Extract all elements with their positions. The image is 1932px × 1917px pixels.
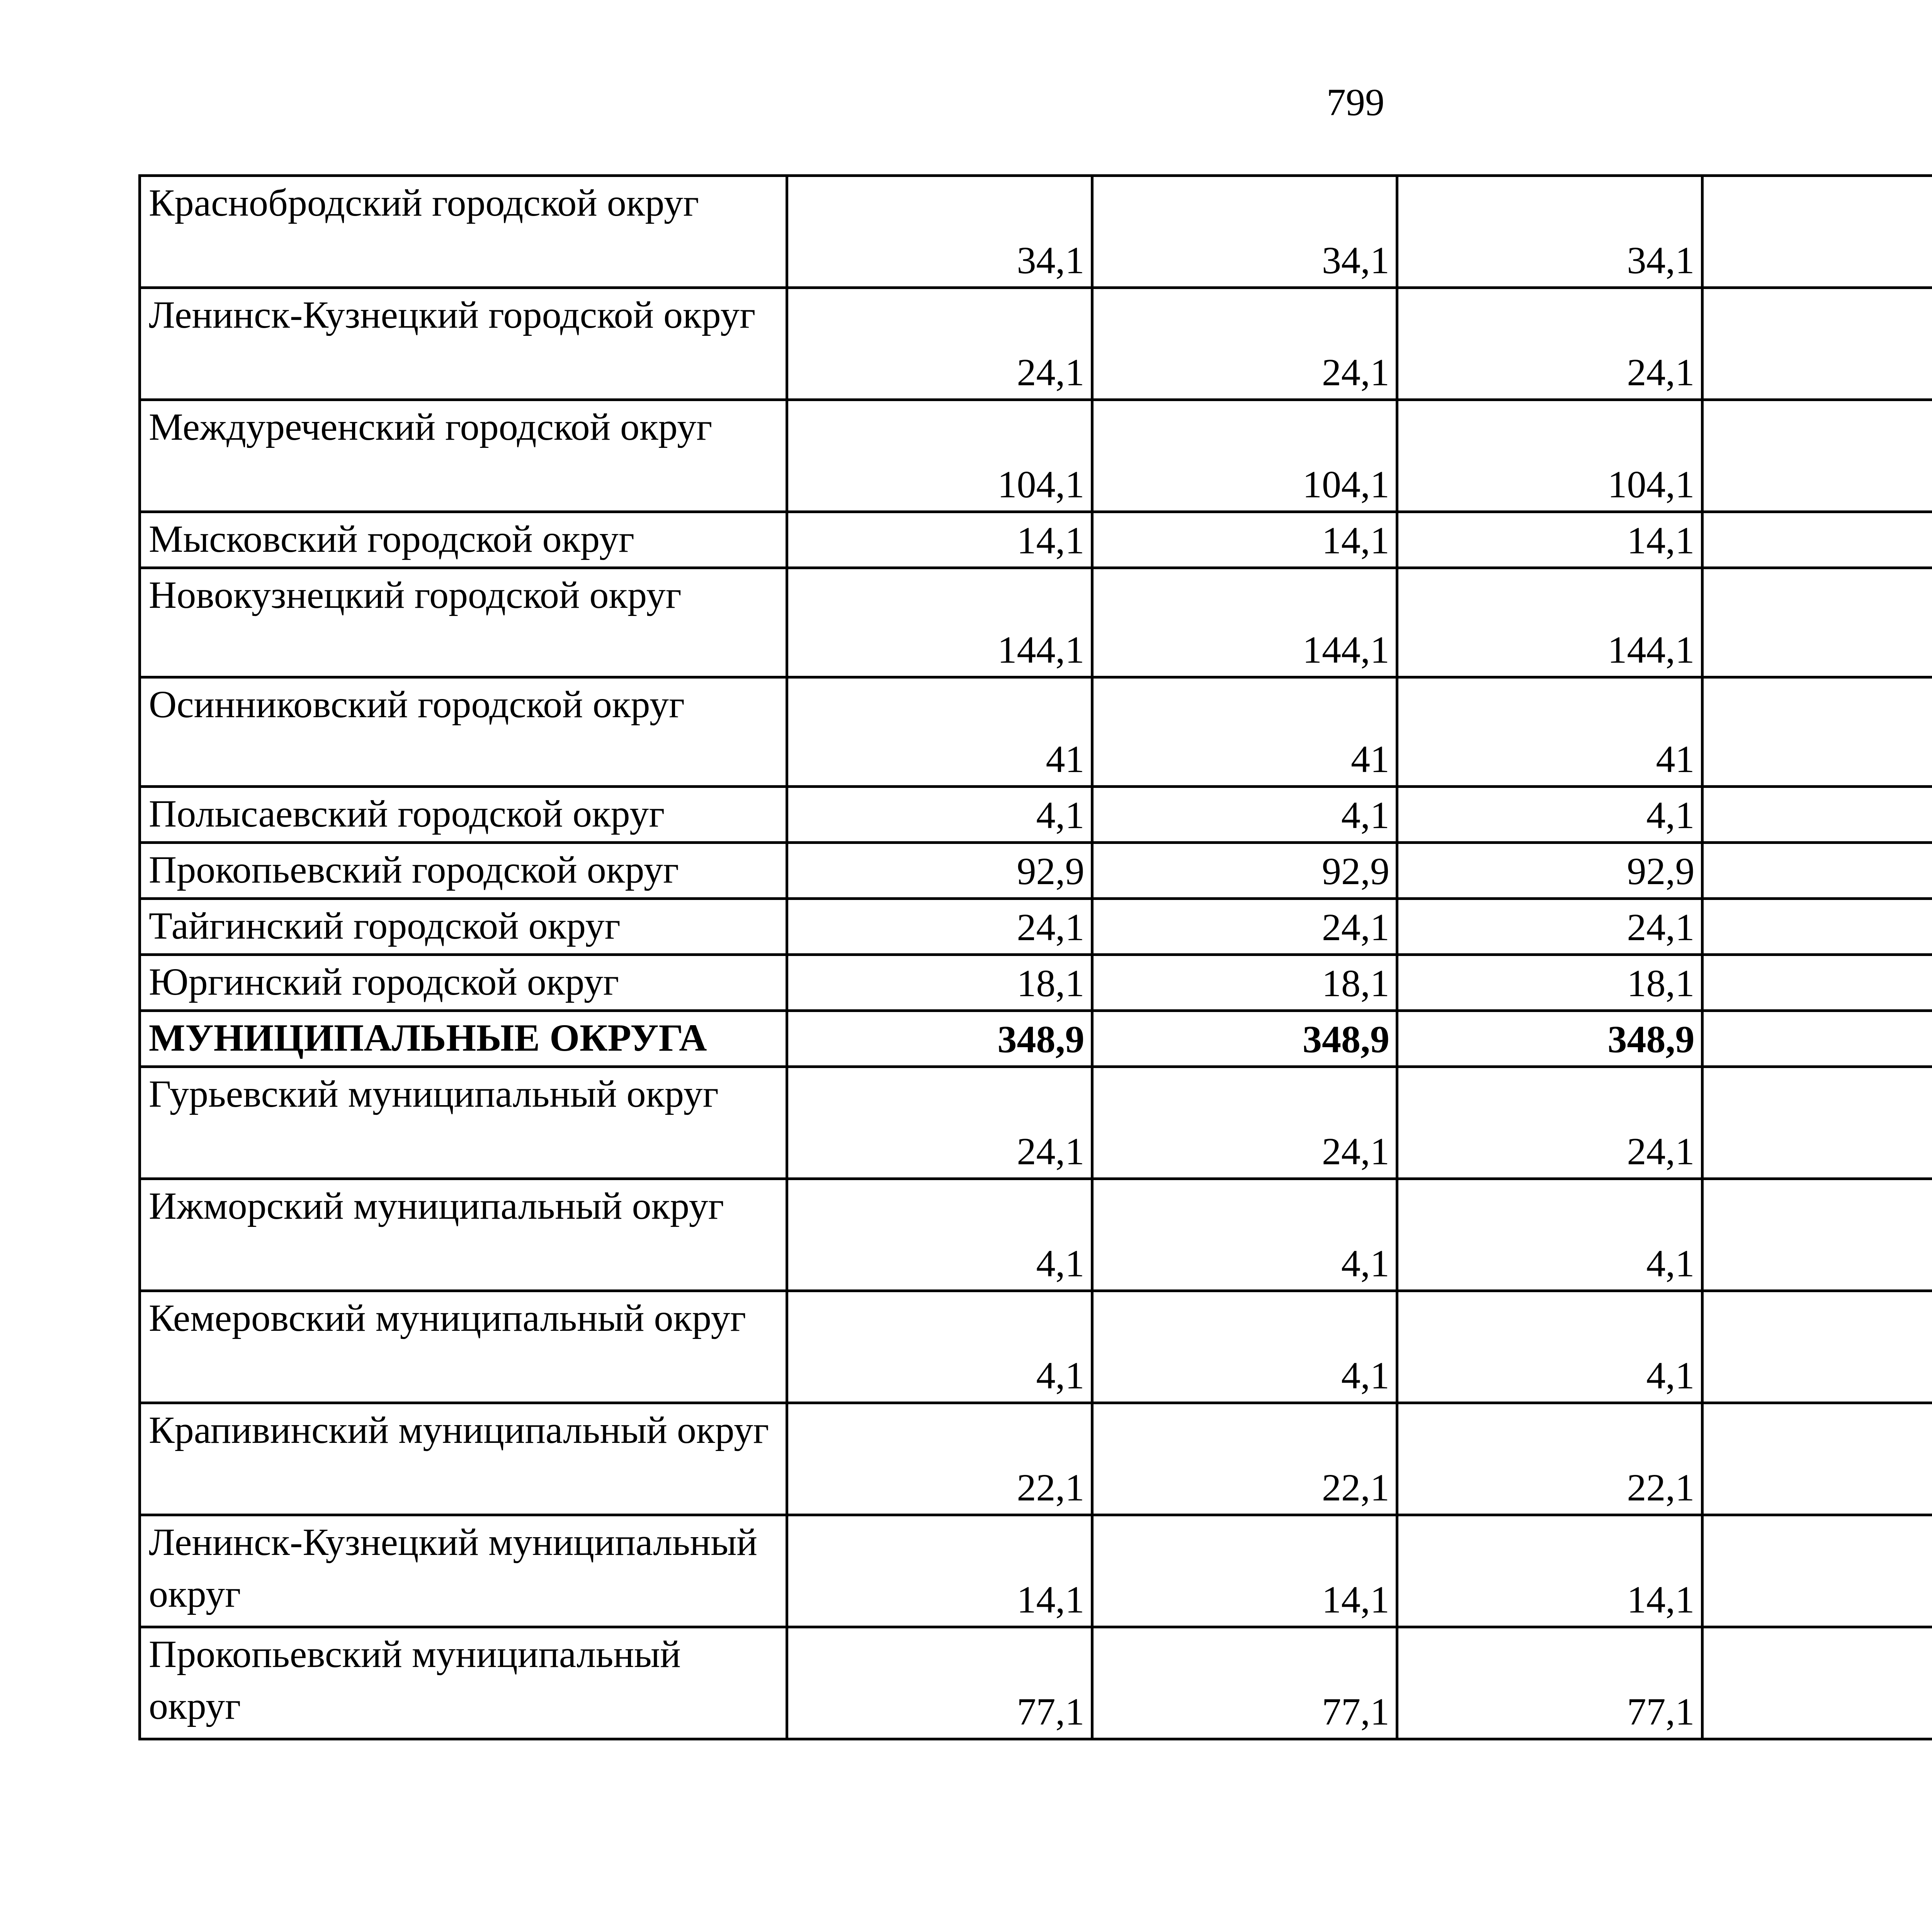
table-row [140,512,1932,568]
row-name-cell: Гурьевский муниципальный округ [140,1067,787,1179]
table-body [140,176,1932,1739]
table-row [140,1515,1932,1627]
value-cell-2: 144,1 [1092,568,1397,677]
row-name-cell: Междуреченский городской округ [140,400,787,512]
value-cell-1: 41 [787,677,1092,787]
value-cell-4 [1702,1179,1932,1291]
value-cell-3: 24,1 [1397,899,1702,955]
table-row [140,568,1932,677]
value-cell-4 [1702,843,1932,899]
value-cell-4 [1702,1515,1932,1627]
value-cell-2: 4,1 [1092,1291,1397,1403]
value-cell-1: 104,1 [787,400,1092,512]
row-name-cell: МУНИЦИПАЛЬНЫЕ ОКРУГА [140,1011,787,1067]
value-cell-2: 4,1 [1092,787,1397,843]
row-name-cell: Краснобродский городской округ [140,176,787,288]
budget-table [138,174,1932,1740]
value-cell-4 [1702,288,1932,400]
value-cell-4 [1702,955,1932,1011]
value-cell-3: 22,1 [1397,1403,1702,1515]
row-name-cell: Ленинск-Кузнецкий муниципальный округ [140,1515,787,1627]
value-cell-1: 4,1 [787,1291,1092,1403]
table-row [140,899,1932,955]
table-row [140,1627,1932,1739]
row-name-cell: Юргинский городской округ [140,955,787,1011]
row-name-cell: Кемеровский муниципальный округ [140,1291,787,1403]
row-name-cell: Новокузнецкий городской округ [140,568,787,677]
value-cell-2: 4,1 [1092,1179,1397,1291]
value-cell-4 [1702,512,1932,568]
value-cell-1: 4,1 [787,1179,1092,1291]
table-row [140,1291,1932,1403]
value-cell-2: 92,9 [1092,843,1397,899]
value-cell-1: 24,1 [787,899,1092,955]
table-row [140,1403,1932,1515]
value-cell-2: 41 [1092,677,1397,787]
value-cell-4 [1702,1291,1932,1403]
row-name-cell: Крапивинский муниципальный округ [140,1403,787,1515]
value-cell-2: 14,1 [1092,512,1397,568]
value-cell-3: 41 [1397,677,1702,787]
table-row [140,1011,1932,1067]
value-cell-3: 77,1 [1397,1627,1702,1739]
value-cell-1: 144,1 [787,568,1092,677]
value-cell-2: 24,1 [1092,1067,1397,1179]
value-cell-3: 34,1 [1397,176,1702,288]
value-cell-4 [1702,899,1932,955]
value-cell-4 [1702,400,1932,512]
value-cell-4 [1702,787,1932,843]
value-cell-4 [1702,1627,1932,1739]
value-cell-2: 18,1 [1092,955,1397,1011]
value-cell-2: 34,1 [1092,176,1397,288]
value-cell-4 [1702,176,1932,288]
row-name-cell: Ленинск-Кузнецкий городской округ [140,288,787,400]
table-row [140,843,1932,899]
row-name-cell: Тайгинский городской округ [140,899,787,955]
table-row [140,677,1932,787]
value-cell-1: 4,1 [787,787,1092,843]
value-cell-1: 22,1 [787,1403,1092,1515]
value-cell-3: 92,9 [1397,843,1702,899]
value-cell-3: 4,1 [1397,787,1702,843]
value-cell-2: 24,1 [1092,288,1397,400]
value-cell-3: 14,1 [1397,512,1702,568]
table-row [140,1067,1932,1179]
value-cell-1: 14,1 [787,1515,1092,1627]
value-cell-1: 348,9 [787,1011,1092,1067]
row-name-cell: Ижморский муниципальный округ [140,1179,787,1291]
value-cell-2: 104,1 [1092,400,1397,512]
table-row [140,1179,1932,1291]
value-cell-3: 4,1 [1397,1179,1702,1291]
page-number: 799 [1327,81,1384,124]
value-cell-3: 24,1 [1397,288,1702,400]
value-cell-2: 77,1 [1092,1627,1397,1739]
value-cell-1: 14,1 [787,512,1092,568]
table-row [140,176,1932,288]
table-row [140,400,1932,512]
row-name-cell: Осинниковский городской округ [140,677,787,787]
value-cell-2: 22,1 [1092,1403,1397,1515]
value-cell-1: 24,1 [787,1067,1092,1179]
row-name-cell: Полысаевский городской округ [140,787,787,843]
value-cell-2: 348,9 [1092,1011,1397,1067]
table-row [140,955,1932,1011]
value-cell-4 [1702,568,1932,677]
value-cell-3: 4,1 [1397,1291,1702,1403]
value-cell-1: 34,1 [787,176,1092,288]
value-cell-3: 348,9 [1397,1011,1702,1067]
value-cell-1: 24,1 [787,288,1092,400]
value-cell-1: 77,1 [787,1627,1092,1739]
value-cell-3: 18,1 [1397,955,1702,1011]
value-cell-4 [1702,1067,1932,1179]
row-name-cell: Прокопьевский муниципальный округ [140,1627,787,1739]
value-cell-4 [1702,1011,1932,1067]
value-cell-1: 92,9 [787,843,1092,899]
value-cell-3: 144,1 [1397,568,1702,677]
value-cell-1: 18,1 [787,955,1092,1011]
value-cell-3: 24,1 [1397,1067,1702,1179]
table-row [140,288,1932,400]
value-cell-3: 14,1 [1397,1515,1702,1627]
value-cell-2: 14,1 [1092,1515,1397,1627]
row-name-cell: Мысковский городской округ [140,512,787,568]
value-cell-2: 24,1 [1092,899,1397,955]
value-cell-4 [1702,1403,1932,1515]
row-name-cell: Прокопьевский городской округ [140,843,787,899]
value-cell-4 [1702,677,1932,787]
value-cell-3: 104,1 [1397,400,1702,512]
table-row [140,787,1932,843]
